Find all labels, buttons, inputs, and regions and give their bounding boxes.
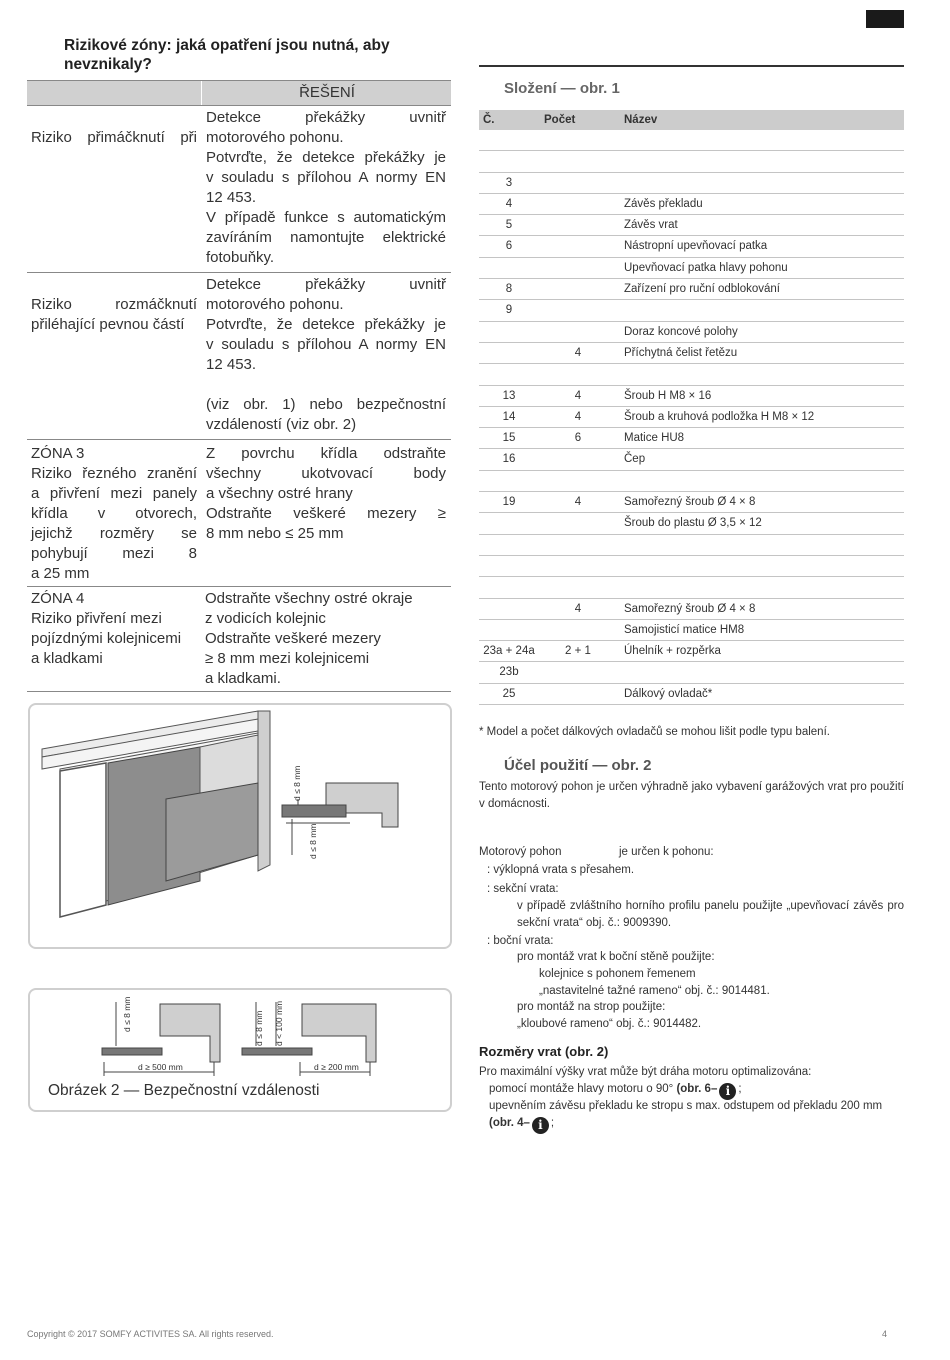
composition-row — [479, 513, 904, 534]
solution-line: Potvrďte, že detekce překážky je — [206, 149, 446, 166]
solution-line: v souladu s přílohou A normy EN — [206, 169, 446, 186]
composition-row — [479, 428, 904, 449]
risk-solution-cell — [206, 275, 446, 435]
composition-row — [479, 407, 904, 428]
side-door-adjustable-arm: „nastavitelné tažné rameno“ obj. č.: 9014481. — [539, 985, 770, 997]
risk-row-crushing — [27, 106, 451, 273]
item-name: Úhelník + rozpěrka — [624, 645, 721, 658]
composition-row — [479, 279, 904, 300]
composition-row — [479, 364, 904, 385]
door-dimensions-title: Rozměry vrat (obr. 2) — [479, 1044, 609, 1059]
motor-text: je určen k pohonu: — [619, 846, 714, 858]
fig2-right-vertical-label-1: d ≤ 8 mm — [254, 1010, 264, 1046]
info-icon: i — [532, 1117, 549, 1134]
solution-line — [206, 375, 446, 395]
item-name: Upevňovací patka hlavy pohonu — [624, 261, 788, 274]
item-number: 15 — [502, 432, 516, 445]
item-name: Čep — [624, 453, 646, 466]
item-number: 6 — [505, 240, 513, 253]
composition-row — [479, 684, 904, 705]
solution-line: motorového pohonu. — [206, 296, 344, 313]
item-name: Příchytná čelist řetězu — [624, 346, 738, 359]
composition-row — [479, 492, 904, 513]
solution-line: zavíráním namontujte elektrické — [206, 229, 446, 246]
risk-zone-line: Riziko přivření mezi — [31, 610, 162, 627]
risk-row-squeezing — [27, 273, 451, 440]
composition-row — [479, 535, 904, 556]
dimensions-item1-text: pomocí montáže hlavy motoru o 90° — [489, 1083, 674, 1095]
item-number: 4 — [505, 197, 513, 210]
risk-row-zone-4 — [27, 587, 451, 692]
item-name: Šroub H M8 × 16 — [624, 389, 712, 402]
item-name: Závěs vrat — [624, 219, 678, 232]
solution-line: fotobuňky. — [206, 249, 275, 266]
composition-row — [479, 471, 904, 492]
remote-control-footnote: * Model a počet dálkových ovladačů se mohou lišit podle typu balení. — [479, 726, 830, 738]
composition-row — [479, 130, 904, 151]
solution-line: Z povrchu křídla odstraňte — [206, 445, 446, 462]
composition-row — [479, 151, 904, 172]
risk-zones-heading: Rizikové zóny: jaká opatření jsou nutná, aby nevznikaly? — [64, 37, 390, 73]
dimensions-item-lintel-ref — [489, 1115, 554, 1134]
info-icon: i — [719, 1083, 736, 1100]
door-type-sectional: : sekční vrata: — [487, 883, 559, 895]
column-header-name: Název — [624, 114, 658, 126]
risk-zone-cell — [31, 444, 197, 584]
solution-line: Potvrďte, že detekce překážky je — [206, 316, 446, 333]
risk-zone-line: ZÓNA 4 — [31, 590, 85, 607]
solution-line: Odstraňte veškeré mezery — [205, 630, 381, 647]
item-quantity: 2 + 1 — [565, 645, 591, 658]
fig2-right-vertical-label-2: d < 100 mm — [274, 1000, 284, 1046]
composition-row — [479, 620, 904, 641]
item-number: 25 — [502, 687, 516, 700]
risk-zone-line: ZÓNA 3 — [31, 445, 85, 462]
purpose-text: Tento motorový pohon je určen výhradně jako vybavení garážových vrat pro použití v domácnosti. — [479, 781, 904, 810]
composition-row — [479, 386, 904, 407]
footer-copyright: Copyright © 2017 SOMFY ACTIVITES SA. All rights reserved. — [27, 1329, 274, 1339]
item-name: Šroub do plastu Ø 3,5 × 12 — [624, 517, 762, 530]
composition-row — [479, 300, 904, 321]
solution-line: vzdáleností (viz obr. 2) — [206, 416, 357, 433]
composition-row — [479, 194, 904, 215]
fig2-left-horizontal-label: d ≥ 500 mm — [138, 1062, 183, 1072]
composition-row — [479, 662, 904, 683]
side-door-wall-mount: pro montáž vrat k boční stěně použijte: — [517, 951, 715, 963]
item-quantity: 4 — [574, 389, 582, 402]
composition-table — [479, 110, 904, 705]
composition-row — [479, 258, 904, 279]
risk-zone-line: pojízdnými kolejnicemi — [31, 630, 182, 647]
dimensions-item1-ref: (obr. 6– — [676, 1083, 718, 1095]
item-number: 3 — [505, 176, 513, 189]
risk-row-zone-3 — [27, 440, 451, 587]
solution-line: v souladu s přílohou A normy EN — [206, 336, 446, 353]
solution-line: Odstraňte veškeré mezery ≥ — [206, 505, 446, 522]
dimensions-item3-ref: (obr. 4– — [489, 1117, 530, 1129]
risk-solution-cell — [206, 108, 446, 268]
door-type-sectional-detail: v případě zvláštního horního profilu panelu použijte „upevňovací závěs pro sekční vrata“ obj. č.: 9009390. — [517, 900, 904, 929]
composition-row — [479, 599, 904, 620]
composition-row — [479, 322, 904, 343]
item-name: Matice HU8 — [624, 432, 685, 445]
item-quantity: 4 — [574, 496, 582, 509]
fig2-left-vertical-label: d ≤ 8 mm — [122, 996, 132, 1032]
composition-row — [479, 556, 904, 577]
purpose-title: Účel použití — obr. 2 — [504, 757, 652, 774]
solution-line: 8 mm nebo ≤ 25 mm — [206, 525, 344, 542]
solution-line: V případě funkce s automatickým — [206, 209, 446, 226]
composition-row — [479, 173, 904, 194]
item-name: Dálkový ovladač* — [624, 687, 713, 700]
gap-label-bottom: d ≤ 8 mm — [308, 823, 318, 859]
item-name: Zařízení pro ruční odblokování — [624, 283, 780, 296]
item-quantity: 4 — [574, 410, 582, 423]
risk-zone-cell — [31, 295, 197, 335]
solution-line: motorového pohonu. — [206, 129, 344, 146]
risk-zone-line: a kladkami — [31, 650, 103, 667]
item-name: Doraz koncové polohy — [624, 325, 738, 338]
risk-zone-cell — [31, 128, 197, 148]
item-number: 23a + 24a — [483, 645, 535, 658]
solution-line: z vodicích kolejnic — [205, 610, 326, 627]
risk-zone-line: a 25 mm — [31, 565, 90, 582]
gap-label-top: d ≤ 8 mm — [292, 765, 302, 801]
item-name: Nástropní upevňovací patka — [624, 240, 768, 253]
dimensions-item-lintel-bracket: upevněním závěsu překladu ke stropu s max. odstupem od překladu 200 mm — [489, 1100, 883, 1112]
item-quantity: 4 — [574, 346, 582, 359]
side-door-ceiling-mount: pro montáž na strop použijte: — [517, 1001, 666, 1013]
composition-row — [479, 236, 904, 257]
item-quantity: 4 — [574, 602, 582, 615]
risk-zone-line: křídla v otvorech, — [31, 505, 197, 522]
item-number: 5 — [505, 219, 513, 232]
composition-title: Složení — obr. 1 — [504, 80, 620, 97]
solution-line: Detekce překážky uvnitř — [206, 276, 446, 293]
solution-line: 12 453. — [206, 189, 257, 206]
item-name: Závěs překladu — [624, 197, 703, 210]
solution-line: a kladkami. — [205, 670, 281, 687]
column-header-qty: Počet — [544, 114, 576, 126]
section-divider — [479, 65, 904, 67]
composition-table-header — [479, 110, 904, 130]
item-number: 23b — [499, 666, 519, 679]
solution-line: 12 453. — [206, 356, 257, 373]
item-number: 14 — [502, 410, 516, 423]
risk-zones-table — [27, 80, 451, 692]
item-number: 16 — [502, 453, 516, 466]
composition-row — [479, 215, 904, 236]
risk-zone-line: a přivření mezi panely — [31, 485, 197, 502]
risk-zone-line: Riziko řezného zranění — [31, 465, 197, 482]
item-name: Samojisticí matice HM8 — [624, 623, 745, 636]
item-number: 13 — [502, 389, 516, 402]
door-type-overhead: : výklopná vrata s přesahem. — [487, 864, 635, 876]
composition-row — [479, 343, 904, 364]
composition-row — [479, 641, 904, 662]
motor-label: Motorový pohon — [479, 846, 562, 858]
risk-zone-cell — [31, 589, 197, 669]
item-number: 19 — [502, 496, 516, 509]
section-tab-marker — [866, 10, 904, 28]
side-door-belt-rail: kolejnice s pohonem řemenem — [539, 968, 696, 980]
solution-column-header: ŘEŠENÍ — [201, 81, 452, 105]
item-quantity: 6 — [574, 432, 582, 445]
composition-row — [479, 449, 904, 470]
figure-1-garage-door-illustration — [28, 703, 452, 949]
solution-line: a všechny ostré hrany — [206, 485, 353, 502]
door-dimensions-intro: Pro maximální výšky vrat může být dráha motoru optimalizována: — [479, 1066, 812, 1078]
item-name: Samořezný šroub Ø 4 × 8 — [624, 496, 756, 509]
fig2-right-horizontal-label: d ≥ 200 mm — [314, 1062, 359, 1072]
risk-zone-line: jejichž rozměry se — [31, 525, 197, 542]
composition-table-body — [479, 130, 904, 705]
item-name: Samořezný šroub Ø 4 × 8 — [624, 602, 756, 615]
risk-solution-cell — [205, 589, 445, 689]
dimensions-item3-end: ; — [550, 1117, 555, 1129]
risk-zone-line: přiléhající pevnou částí — [31, 316, 185, 333]
door-type-side: : boční vrata: — [487, 935, 554, 947]
solution-line: Odstraňte všechny ostré okraje — [205, 590, 413, 607]
risk-zone-line: Riziko přimáčknutí při — [31, 129, 197, 146]
dimensions-item1-end: ; — [738, 1083, 742, 1095]
risk-zone-line: pohybují mezi 8 — [31, 545, 197, 562]
footer-page-number: 4 — [882, 1329, 888, 1339]
risk-table-header — [27, 80, 451, 106]
risk-zone-line: Riziko rozmáčknutí — [31, 296, 197, 313]
figure-2-caption: Obrázek 2 — Bezpečnostní vzdálenosti — [48, 1082, 320, 1099]
side-door-hinged-arm: „kloubové rameno“ obj. č.: 9014482. — [517, 1018, 702, 1030]
item-name: Šroub a kruhová podložka H M8 × 12 — [624, 410, 815, 423]
solution-line: všechny ukotvovací body — [206, 465, 446, 482]
solution-line: (viz obr. 1) nebo bezpečnostní — [206, 396, 446, 413]
composition-row — [479, 577, 904, 598]
item-number: 8 — [505, 283, 513, 296]
item-number: 9 — [505, 304, 513, 317]
risk-solution-cell — [206, 444, 446, 544]
solution-line: Detekce překážky uvnitř — [206, 109, 446, 126]
garage-door-drawing — [30, 705, 450, 947]
column-header-no: Č. — [483, 114, 495, 126]
solution-line: ≥ 8 mm mezi kolejnicemi — [205, 650, 370, 667]
